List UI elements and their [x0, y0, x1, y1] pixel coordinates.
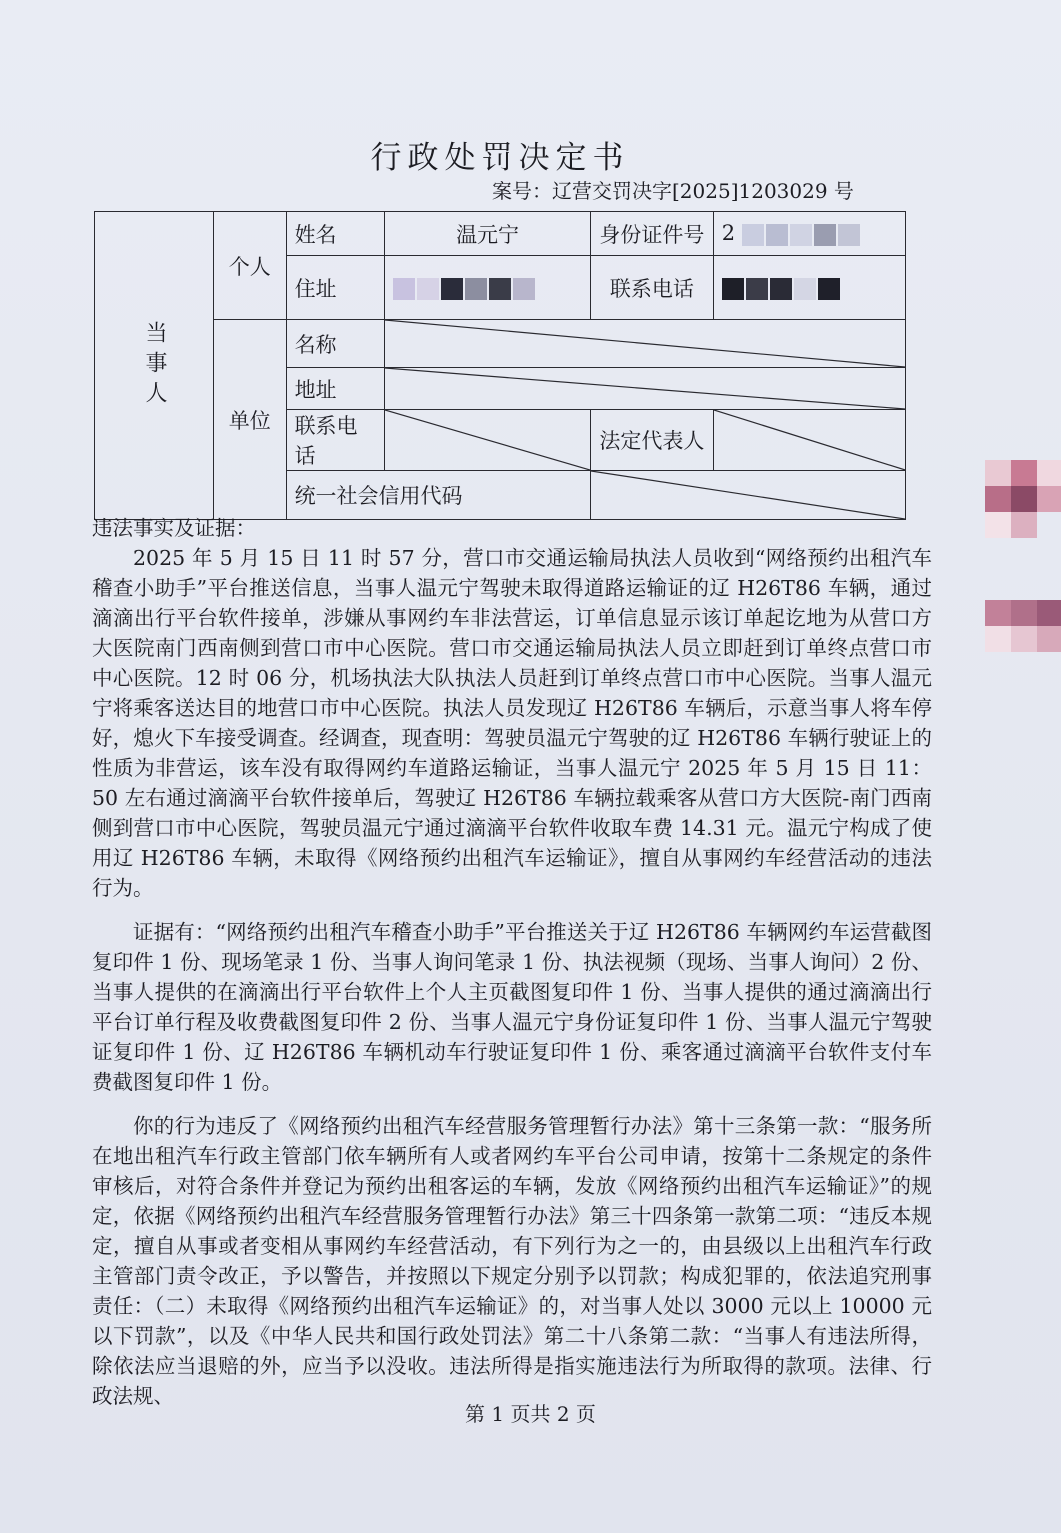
party-label: 当事人: [95, 212, 214, 520]
facts-section: [92, 513, 932, 1411]
legal-rep-label: 法定代表人: [591, 410, 714, 471]
org-phone-empty: [385, 410, 591, 471]
case-number: 案号：辽营交罚决字[2025]1203029 号: [492, 179, 854, 203]
org-name-label: 名称: [286, 320, 384, 368]
id-label: 身份证件号: [591, 212, 714, 256]
org-name-empty: [385, 320, 906, 368]
individual-label: 个人: [214, 212, 287, 320]
address-label: 住址: [286, 256, 384, 320]
facts-heading: 违法事实及证据：: [92, 516, 256, 540]
law-paragraph: 你的行为违反了《网络预约出租汽车经营服务管理暂行办法》第十三条第一款：“服务所在地出租汽车行政主管部门依车辆所有人或者网约车平台公司申请，按第十二条规定的条件审核后，对符合条件并登记为预约出租客运的车辆，发放《网络预约出租汽车运输证》”的规定，依据《网络预约出租汽车经营服务管理暂行办法》第三十四条第一款第二项：“违反本规定，擅自从事或者变相从事网约车经营活动，有下列行为之一的，由县级以上出租汽车行政主管部门责令改正，予以警告，并按照以下规定分别予以罚款；构成犯罪的，依法追究刑事责任：（二）未取得《网络预约出租汽车运输证》的，对当事人处以 3000 元以上 10000 元以下罚款”，以及《中华人民共和国行政处罚法》第二十八条第二款：“当事人有违法所得，除依法应当退赔的外，应当予以没收。违法所得是指实施违法行为所取得的款项。法律、行政法规、: [92, 1114, 932, 1408]
id-value-redacted: [713, 212, 905, 256]
page-footer: 第 1 页共 2 页: [465, 1402, 596, 1426]
address-value-redacted: [385, 256, 591, 320]
org-phone-label: 联系电话: [286, 410, 384, 471]
document-title: 行政处罚决定书: [370, 140, 630, 176]
credit-code-label: 统一社会信用代码: [286, 471, 591, 520]
evidence-paragraph: 证据有：“网络预约出租汽车稽查小助手”平台推送关于辽 H26T86 车辆网约车运营截图复印件 1 份、现场笔录 1 份、当事人询问笔录 1 份、执法视频（现场、当事人询问）2 份、当事人提供的在滴滴出行平台软件上个人主页截图复印件 1 份、当事人提供的通过滴滴出行平台订单行程及收费截图复印件 2 份、当事人温元宁身份证复印件 1 份、当事人温元宁驾驶证复印件 1 份、辽 H26T86 车辆机动车行驶证复印件 1 份、乘客通过滴滴平台软件支付车费截图复印件 1 份。: [92, 920, 932, 1094]
unit-label: 单位: [214, 320, 287, 520]
org-address-empty: [385, 368, 906, 410]
org-address-label: 地址: [286, 368, 384, 410]
phone-label: 联系电话: [591, 256, 714, 320]
name-value: 温元宁: [385, 212, 591, 256]
id-partial: 2: [721, 221, 736, 246]
name-label: 姓名: [286, 212, 384, 256]
legal-rep-empty: [713, 410, 905, 471]
facts-paragraph: 2025 年 5 月 15 日 11 时 57 分，营口市交通运输局执法人员收到“网络预约出租汽车稽查小助手”平台推送信息，当事人温元宁驾驶未取得道路运输证的辽 H26T86 车辆，通过滴滴出行平台软件接单，涉嫌从事网约车非法营运，订单信息显示该订单起讫地为从营口方大医院南门西南侧到营口市中心医院。营口市交通运输局执法人员立即赶到订单终点营口市中心医院。12 时 06 分，机场执法大队执法人员赶到订单终点营口市中心医院。当事人温元宁将乘客送达目的地营口市中心医院。执法人员发现辽 H26T86 车辆后，示意当事人将车停好，熄火下车接受调查。经调查，现查明：驾驶员温元宁驾驶的辽 H26T86 车辆行驶证上的性质为非营运，该车没有取得网约车道路运输证，当事人温元宁 2025 年 5 月 15 日 11：50 左右通过滴滴平台软件接单后，驾驶辽 H26T86 车辆拉载乘客从营口方大医院-南门西南侧到营口市中心医院，驾驶员温元宁通过滴滴平台软件收取车费 14.31 元。温元宁构成了使用辽 H26T86 车辆，未取得《网络预约出租汽车运输证》，擅自从事网约车经营活动的违法行为。: [92, 546, 932, 900]
phone-value-redacted: [713, 256, 905, 320]
party-info-table: [94, 211, 906, 520]
